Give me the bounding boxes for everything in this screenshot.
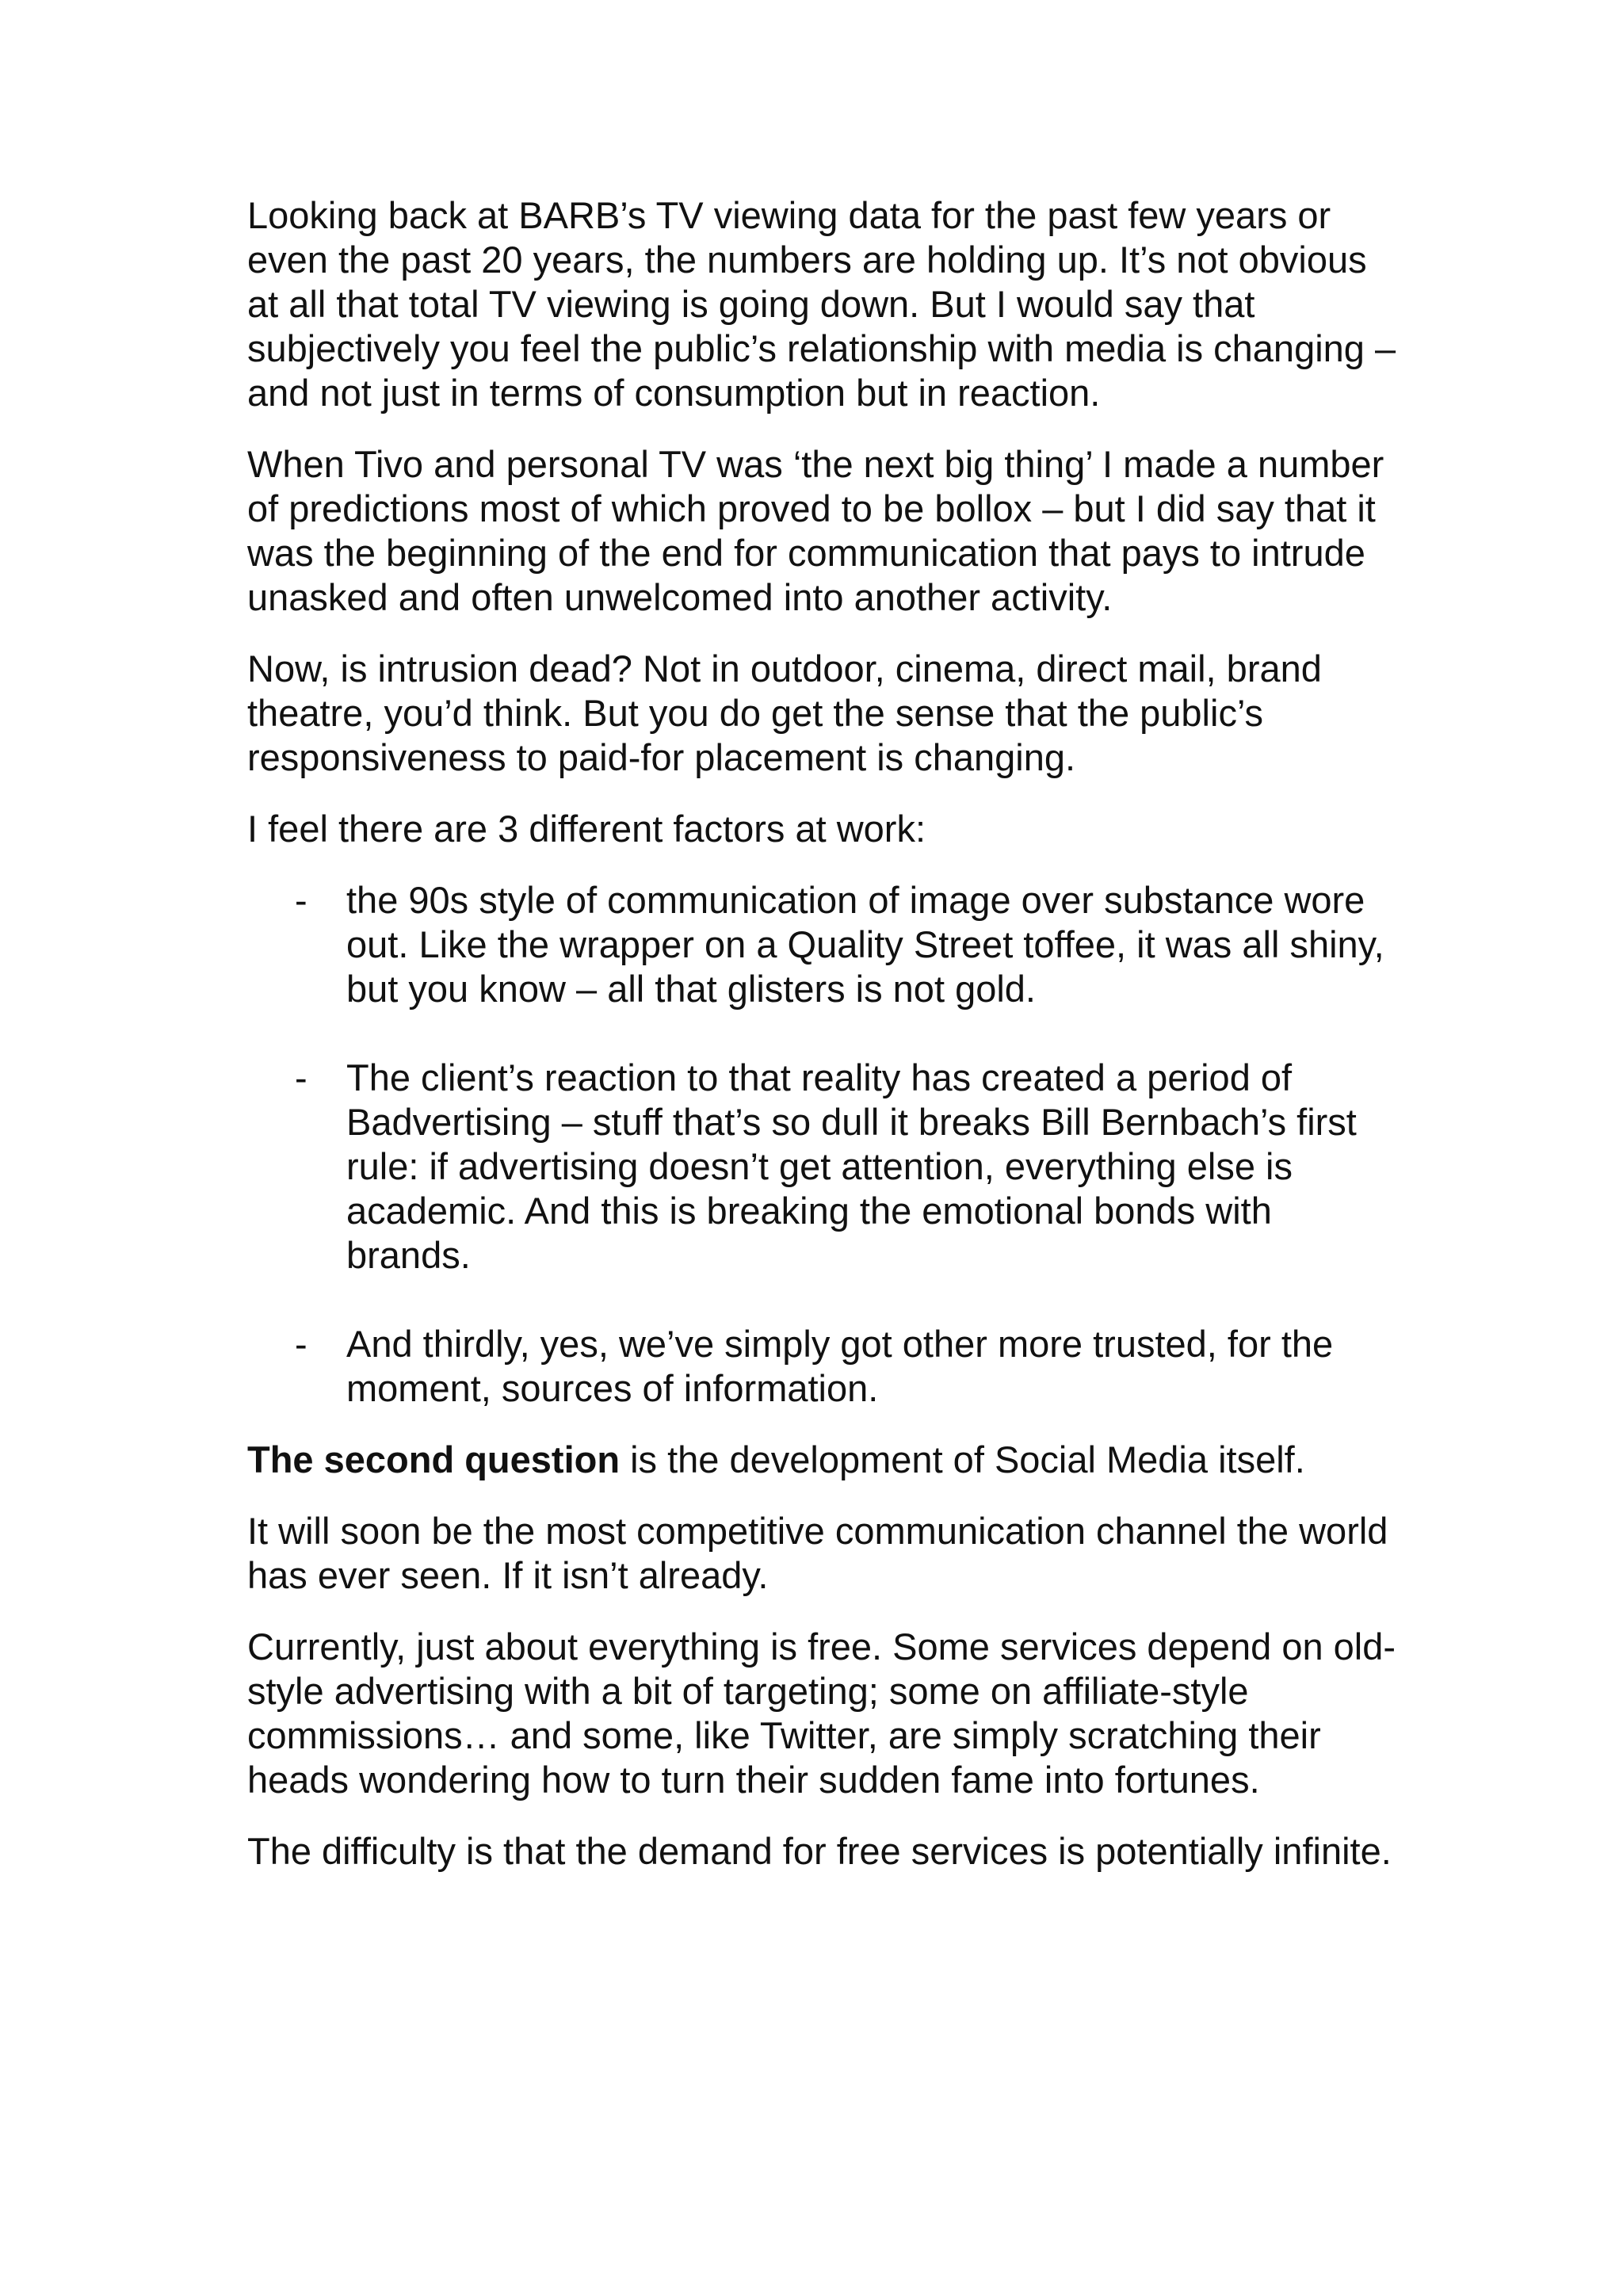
dash-bullet: - [295,1056,307,1098]
second-question-text: is the development of Social Media itself. [620,1438,1305,1480]
list-item-text: The client’s reaction to that reality has created a period of Badvertising – stuff that’s so dull it breaks Bill Bernbach’s first rule: if advertising doesn’t get attention, everything else is academic. And this is breaking the emotional bonds with brands. [346,1056,1357,1276]
list-item-text: And thirdly, yes, we’ve simply got other more trusted, for the moment, sources of information. [346,1323,1334,1409]
dash-bullet: - [295,879,307,921]
paragraph-demand-infinite: The difficulty is that the demand for free services is potentially infinite. [247,1830,1392,1872]
paragraph-free-services: Currently, just about everything is free. Some services depend on old-style advertising with a bit of targeting; some on affiliate-style commissions… and some, like Twitter, are simply scratching their heads wondering how to turn their sudden fame into fortunes. [247,1626,1396,1801]
paragraph-intrusion: Now, is intrusion dead? Not in outdoor, cinema, direct mail, brand theatre, you’d think. But you do get the sense that the public’s responsiveness to paid-for placement is changing. [247,648,1322,778]
list-item [247,878,1396,1011]
paragraph-factors-intro: I feel there are 3 different factors at work: [247,808,926,850]
paragraph-competitive-channel: It will soon be the most competitive communication channel the world has ever seen. If it isn’t already. [247,1510,1388,1596]
paragraph-barb-viewing: Looking back at BARB’s TV viewing data for the past few years or even the past 20 years, the numbers are holding up. It’s not obvious at all that total TV viewing is going down. But I would say that subjectively you feel the public’s relationship with media is changing – and not just in terms of consumption but in reaction. [247,194,1396,414]
second-question-heading: The second question [247,1438,621,1480]
paragraph-tivo-predictions: When Tivo and personal TV was ‘the next big thing’ I made a number of predictions most of which proved to be bollox – but I did say that it was the beginning of the end for communication that pays to intrude unasked and often unwelcomed into another activity. [247,443,1384,618]
dash-bullet: - [295,1323,307,1365]
list-item [247,1322,1396,1411]
list-item [247,1056,1396,1278]
factors-list [247,878,1396,1411]
paragraph-second-question [247,1438,1396,1482]
document-body [247,193,1396,1901]
list-item-text: the 90s style of communication of image over substance wore out. Like the wrapper on a Quality Street toffee, it was all shiny, but you know – all that glisters is not gold. [346,879,1384,1010]
